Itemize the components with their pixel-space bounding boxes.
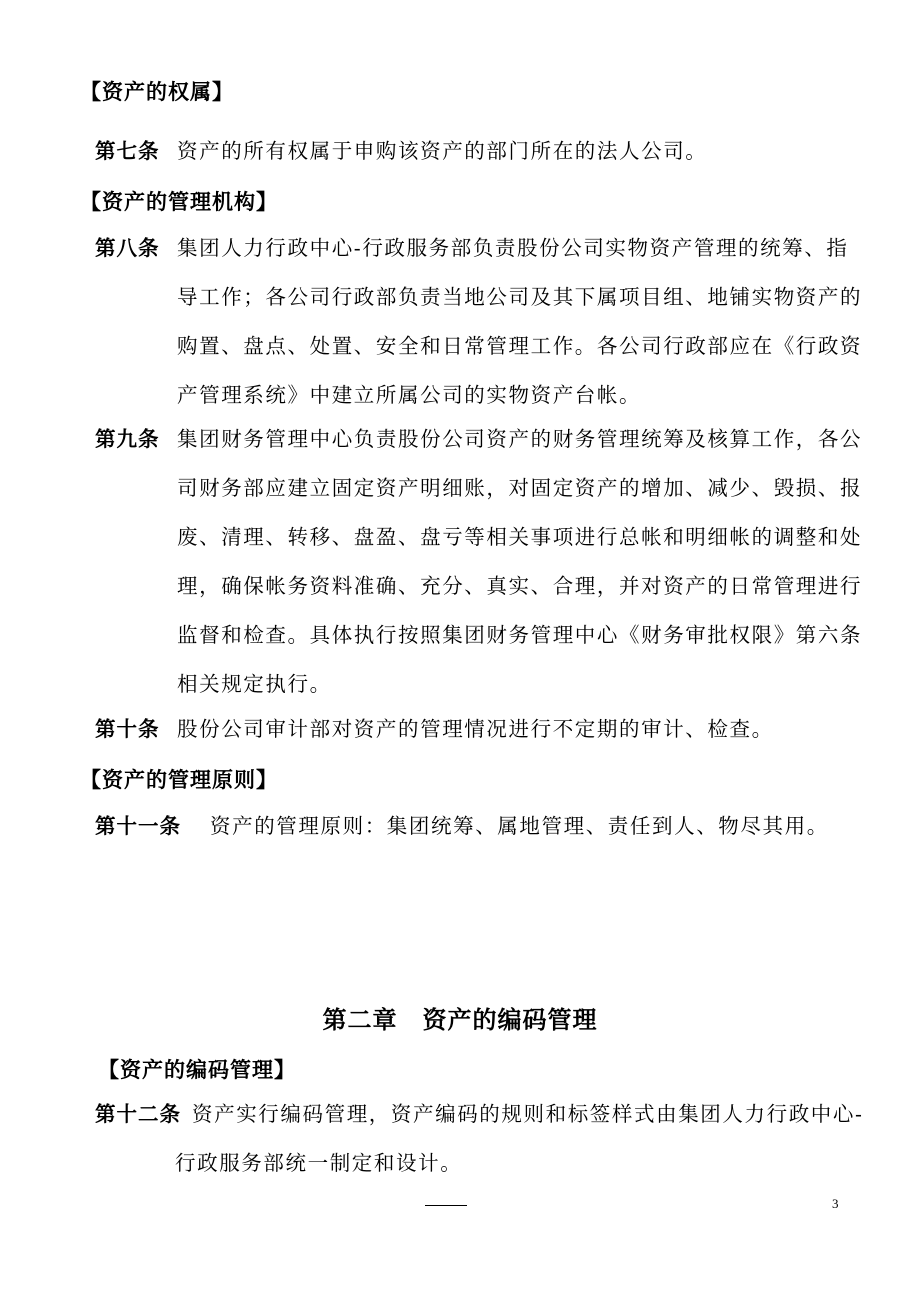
- article-number: 第七条: [95, 139, 160, 163]
- article-number: 第八条: [95, 236, 160, 260]
- article-line: 司财务部应建立固定资产明细账，对固定资产的增加、减少、毁损、报: [177, 476, 863, 500]
- article-line: 导工作；各公司行政部负责当地公司及其下属项目组、地铺实物资产的: [177, 285, 863, 309]
- article-line: 资产的所有权属于申购该资产的部门所在的法人公司。: [177, 139, 708, 163]
- chapter-title: 第二章 资产的编码管理: [322, 1005, 598, 1034]
- article-number: 第十二条: [95, 1102, 181, 1126]
- article-line: 行政服务部统一制定和设计。: [175, 1151, 463, 1175]
- article-line: 集团人力行政中心-行政服务部负责股份公司实物资产管理的统筹、指: [177, 236, 849, 260]
- article-body: [210, 802, 829, 851]
- article-body: [177, 415, 862, 709]
- footer-rule: [425, 1205, 467, 1206]
- section-heading-management-principle: 【资产的管理原则】: [80, 767, 278, 792]
- article-line: 监督和检查。具体执行按照集团财务管理中心《财务审批权限》第六条: [177, 623, 863, 647]
- article-line: 相关规定执行。: [177, 672, 332, 696]
- section-heading-ownership: 【资产的权属】: [80, 79, 234, 104]
- article-body: [177, 127, 707, 176]
- article-body: [175, 1090, 864, 1188]
- article-number: 第九条: [95, 427, 160, 451]
- page-number: 3: [832, 1196, 839, 1211]
- section-heading-management-body: 【资产的管理机构】: [80, 189, 278, 214]
- section-heading-coding-management: 【资产的编码管理】: [98, 1057, 296, 1082]
- article-number: 第十一条: [95, 814, 181, 838]
- article-line: 集团财务管理中心负责股份公司资产的财务管理统筹及核算工作，各公: [177, 427, 863, 451]
- article-line: 产管理系统》中建立所属公司的实物资产台帐。: [177, 383, 642, 407]
- article-number: 第十条: [95, 717, 160, 741]
- article-line: 资产的管理原则：集团统筹、属地管理、责任到人、物尽其用。: [210, 814, 829, 838]
- article-line: 资产实行编码管理，资产编码的规则和标签样式由集团人力行政中心-: [192, 1102, 864, 1126]
- article-line: 理，确保帐务资料准确、充分、真实、合理，并对资产的日常管理进行: [177, 574, 863, 598]
- article-line: 废、清理、转移、盘盈、盘亏等相关事项进行总帐和明细帐的调整和处: [177, 525, 863, 549]
- article-line: 购置、盘点、处置、安全和日常管理工作。各公司行政部应在《行政资: [177, 334, 863, 358]
- article-body: [177, 705, 774, 754]
- article-body: [177, 224, 862, 420]
- article-line: 股份公司审计部对资产的管理情况进行不定期的审计、检查。: [177, 717, 774, 741]
